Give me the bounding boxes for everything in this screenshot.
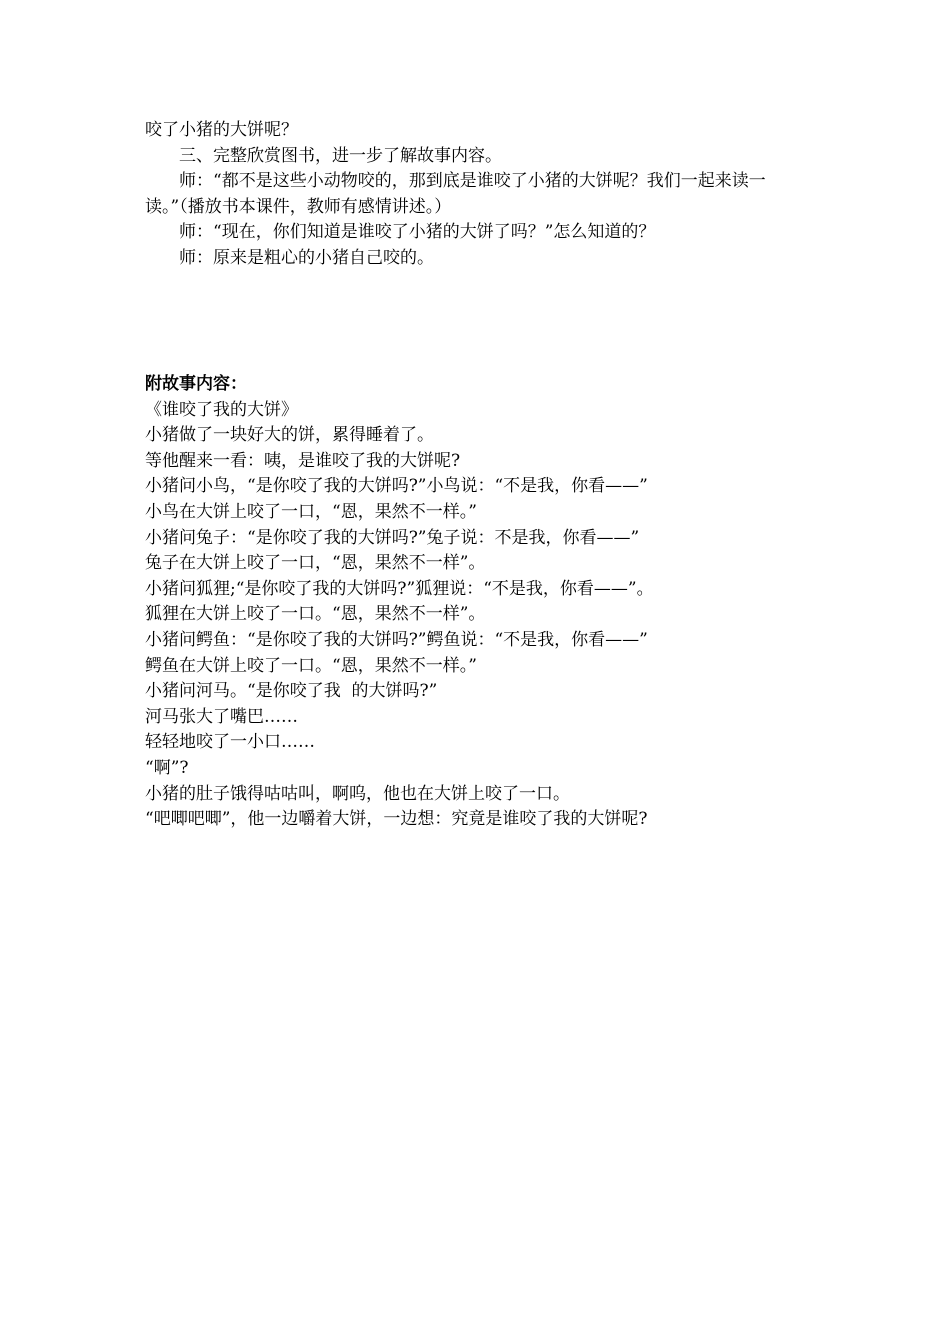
story-line: 小猪问鳄鱼：“是你咬了我的大饼吗?”鳄鱼说：“不是我，你看——”: [145, 629, 648, 650]
lesson-paragraph: 师：“现在，你们知道是谁咬了小猪的大饼了吗？”怎么知道的？: [179, 222, 656, 242]
story-line: 小猪的肚子饿得咕咕叫，啊呜，他也在大饼上咬了一口。: [145, 783, 570, 804]
story-line: 小猪问河马。“是你咬了我 的大饼吗?”: [145, 681, 438, 702]
story-line: “吧唧吧唧”，他一边嚼着大饼，一边想：究竟是谁咬了我的大饼呢?: [145, 809, 648, 830]
lesson-paragraph: 三、完整欣赏图书，进一步了解故事内容。: [179, 145, 502, 166]
lesson-paragraph: 师：原来是粗心的小猪自己咬的。: [179, 247, 434, 268]
story-line: 兔子在大饼上咬了一口，“恩，果然不一样”。: [145, 553, 486, 574]
story-line: 等他醒来一看：咦，是谁咬了我的大饼呢?: [145, 450, 461, 471]
story-line: 鳄鱼在大饼上咬了一口。“恩，果然不一样。”: [145, 655, 477, 676]
story-line: 河马张大了嘴巴……: [145, 706, 298, 727]
lesson-paragraph: 师：“都不是这些小动物咬的，那到底是谁咬了小猪的大饼呢？我们一起来读一读。”（播放书本课件，教师有感情讲述。）: [145, 171, 766, 217]
story-line: 狐狸在大饼上咬了一口。“恩，果然不一样”。: [145, 604, 486, 625]
story-line: 小猪问狐狸;“是你咬了我的大饼吗?”狐狸说：“不是我，你看——”。: [145, 578, 654, 599]
appendix-title: 附故事内容：: [145, 374, 247, 394]
story-title: 《谁咬了我的大饼》: [145, 399, 298, 420]
story-line: 轻轻地咬了一小口……: [145, 732, 315, 753]
lesson-text-block: [145, 118, 825, 271]
lesson-paragraph: 咬了小猪的大饼呢？: [145, 120, 298, 140]
story-line: 小猪问小鸟，“是你咬了我的大饼吗?”小鸟说：“不是我，你看——”: [145, 476, 648, 497]
story-line: 小鸟在大饼上咬了一口，“恩，果然不一样。”: [145, 501, 477, 522]
story-line: 小猪做了一块好大的饼，累得睡着了。: [145, 425, 434, 446]
appendix-story-block: [145, 372, 835, 833]
story-line: 小猪问兔子：“是你咬了我的大饼吗?”兔子说：不是我，你看——”: [145, 527, 640, 548]
story-line: “啊”?: [145, 757, 189, 778]
